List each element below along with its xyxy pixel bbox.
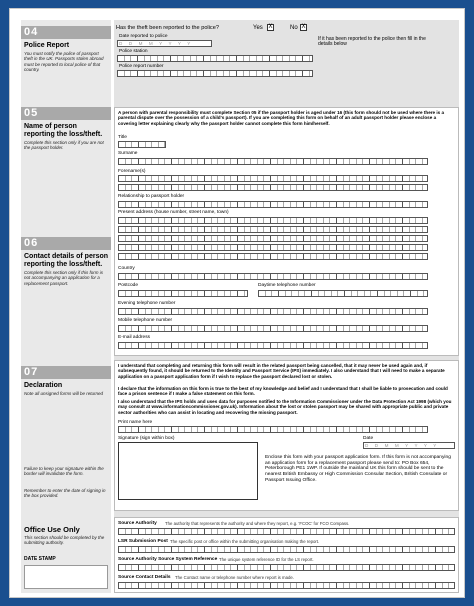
- section-07-number: 07: [21, 366, 111, 379]
- date-stamp-label: DATE STAMP: [24, 555, 56, 562]
- title-field[interactable]: [118, 141, 166, 148]
- contact-details-label: Source Contact Details: [118, 575, 171, 580]
- no-label: No: [290, 25, 298, 31]
- date-reminder: Remember to enter the date of signing in the box provided.: [24, 488, 106, 499]
- lsr-post-text: The specific post or office within the submitting organisation making the report.: [170, 539, 320, 544]
- address-field-1[interactable]: [118, 217, 428, 224]
- lsr-post-label: LSR Submission Post: [118, 539, 168, 544]
- police-question: Has the theft been reported to the police?: [116, 25, 219, 31]
- address-field-2[interactable]: [118, 226, 428, 233]
- print-name-field[interactable]: [118, 426, 428, 433]
- date-reported-field[interactable]: D D M M Y Y Y Y: [117, 40, 212, 47]
- forenames-label: Forename(s): [118, 169, 146, 174]
- relationship-field[interactable]: [118, 201, 428, 208]
- office-note: This section should be completed by the submitting authority.: [24, 535, 105, 546]
- enclose-instructions: Enclose this form with your passport application form. If this form is not accompanying an application form for a replacement passport please send to: PO Box 654, Peterborough PE1 1WP. If outside the mainland UK this form should be sent to the nearest British Embassy or High Commission Consular Section, British Consulate or Passport Issuing Office.: [265, 455, 451, 483]
- country-label: Country: [118, 266, 135, 271]
- section-07-title: Declaration: [24, 382, 63, 389]
- form-page: [9, 8, 465, 598]
- daytime-phone-label: Daytime telephone number: [258, 283, 316, 288]
- section-06-sidebar: [21, 237, 111, 287]
- address-field-5[interactable]: [118, 253, 428, 260]
- evening-phone-label: Evening telephone number: [118, 301, 176, 306]
- contact-details-field[interactable]: [118, 582, 455, 589]
- office-title: Office Use Only: [24, 525, 80, 534]
- contact-details-text: The Contact name or telephone number where report is made.: [175, 575, 294, 580]
- police-station-field[interactable]: [117, 55, 313, 62]
- section-07-body: [114, 360, 459, 511]
- section-05-intro: A person with parental responsibility must complete Section 05 if the passport holder is aged under 16 (this form should not be used where there is a parental dispute over the possession of a child's passport). If you are completing this form on behalf of an adult passport holder please enclose a covering letter explaining clearly why the passport holder cannot complete this form him/herself.: [118, 110, 445, 126]
- police-station-label: Police station: [119, 49, 148, 54]
- daytime-phone-field[interactable]: [258, 290, 428, 297]
- section-04-number: 04: [21, 26, 111, 39]
- section-04-sidebar: [21, 26, 111, 74]
- system-ref-field[interactable]: [118, 564, 455, 571]
- declaration-para-1: I understand that completing and returning this form will result in the related passport being cancelled, that it may never be used again and, if subsequently found, it should be returned to the Identity and Passport Service (IPS) immediately. I also understand that I will need to make a separate application on a passport application form if I wish to replace the passport declared lost or stolen.: [118, 363, 445, 379]
- system-ref-label: Source Authority Source System Reference: [118, 557, 218, 562]
- lsr-post-field[interactable]: [118, 546, 455, 553]
- office-body: [114, 517, 459, 593]
- police-ref-field[interactable]: [117, 70, 313, 77]
- source-authority-text: The authority that represents the authority and where they report, e.g. 'FCOC' for FCO Compass.: [165, 521, 350, 526]
- email-field[interactable]: [118, 342, 428, 349]
- title-label: Title: [118, 135, 127, 140]
- declaration-date-label: Date: [363, 436, 374, 441]
- section-04-note: You must notify the police of passport theft in the UK. Passports stolen abroad must be reported to local police of that country.: [24, 51, 104, 73]
- mobile-phone-field[interactable]: [118, 325, 428, 332]
- surname-field[interactable]: [118, 158, 428, 165]
- source-authority-label: Source Authority: [118, 521, 157, 526]
- section-06-note: Complete this section only if this form is not accompanying an application for a replacement passport.: [24, 270, 104, 286]
- address-field-4[interactable]: [118, 244, 428, 251]
- section-06-body: [114, 208, 459, 356]
- date-stamp-box: [24, 565, 108, 589]
- surname-label: Surname: [118, 151, 138, 156]
- section-05-note: Complete this section only if you are not the passport holder.: [24, 140, 104, 151]
- mobile-phone-label: Mobile telephone number: [118, 318, 173, 323]
- no-checkbox[interactable]: X: [301, 24, 306, 30]
- police-side-note: If it has been reported to the police then fill in the details below: [318, 36, 426, 48]
- right-column: [114, 20, 459, 593]
- evening-phone-field[interactable]: [118, 308, 428, 315]
- section-06-title: Contact details of person reporting the loss/theft.: [24, 253, 109, 268]
- address-label: Present address (house number, street name, town): [118, 210, 229, 215]
- signature-warning: Failure to keep your signature within the border will invalidate the form.: [24, 466, 104, 477]
- relationship-label: Relationship to passport holder: [118, 194, 185, 199]
- section-05-number: 05: [21, 107, 111, 120]
- postcode-label: Postcode: [118, 283, 139, 288]
- address-field-3[interactable]: [118, 235, 428, 242]
- email-label: E-mail address: [118, 335, 150, 340]
- postcode-field[interactable]: [118, 290, 248, 297]
- left-column: [21, 20, 111, 593]
- police-ref-label: Police report number: [119, 64, 164, 69]
- system-ref-text: The unique system reference ID for the LS report.: [219, 557, 314, 562]
- section-05-title: Name of person reporting the loss/theft.: [24, 123, 103, 138]
- forenames-field-2[interactable]: [118, 184, 428, 191]
- section-05-sidebar: [21, 107, 111, 152]
- section-04-title: Police Report: [24, 42, 70, 49]
- section-07-note: Note all unsigned forms will be returned: [24, 391, 104, 396]
- declaration-date-field[interactable]: D D M M Y Y Y Y: [363, 442, 455, 449]
- date-reported-label: Date reported to police: [119, 34, 168, 39]
- country-field[interactable]: [118, 273, 428, 280]
- forenames-field-1[interactable]: [118, 175, 428, 182]
- yes-checkbox[interactable]: X: [268, 24, 273, 30]
- section-07-sidebar: [21, 366, 111, 397]
- print-name-label: Print name here: [118, 420, 153, 425]
- section-06-number: 06: [21, 237, 111, 250]
- section-04-body: [114, 22, 459, 100]
- signature-box[interactable]: [118, 442, 258, 500]
- declaration-para-3: I also understand that the IPS holds and uses data for purposes notified to the Information Commissioner under the Data Protection Act 1998 (which you may consult at www.informationcommissioner.gov.uk). Information about the lost or stolen passport may be shared with appropriate public and private sector authorities who can assist in locating and recovering the missing passport.: [118, 399, 452, 415]
- source-authority-field[interactable]: [118, 528, 455, 535]
- declaration-para-2: I declare that the information on this form is true to the best of my knowledge and belief and I understand that I shall be liable to prosecution and could face a prison sentence if I make a false statement on this form.: [118, 386, 448, 397]
- signature-label: Signature (sign within box): [118, 436, 175, 441]
- office-sidebar: [21, 523, 111, 591]
- yes-label: Yes: [253, 25, 263, 31]
